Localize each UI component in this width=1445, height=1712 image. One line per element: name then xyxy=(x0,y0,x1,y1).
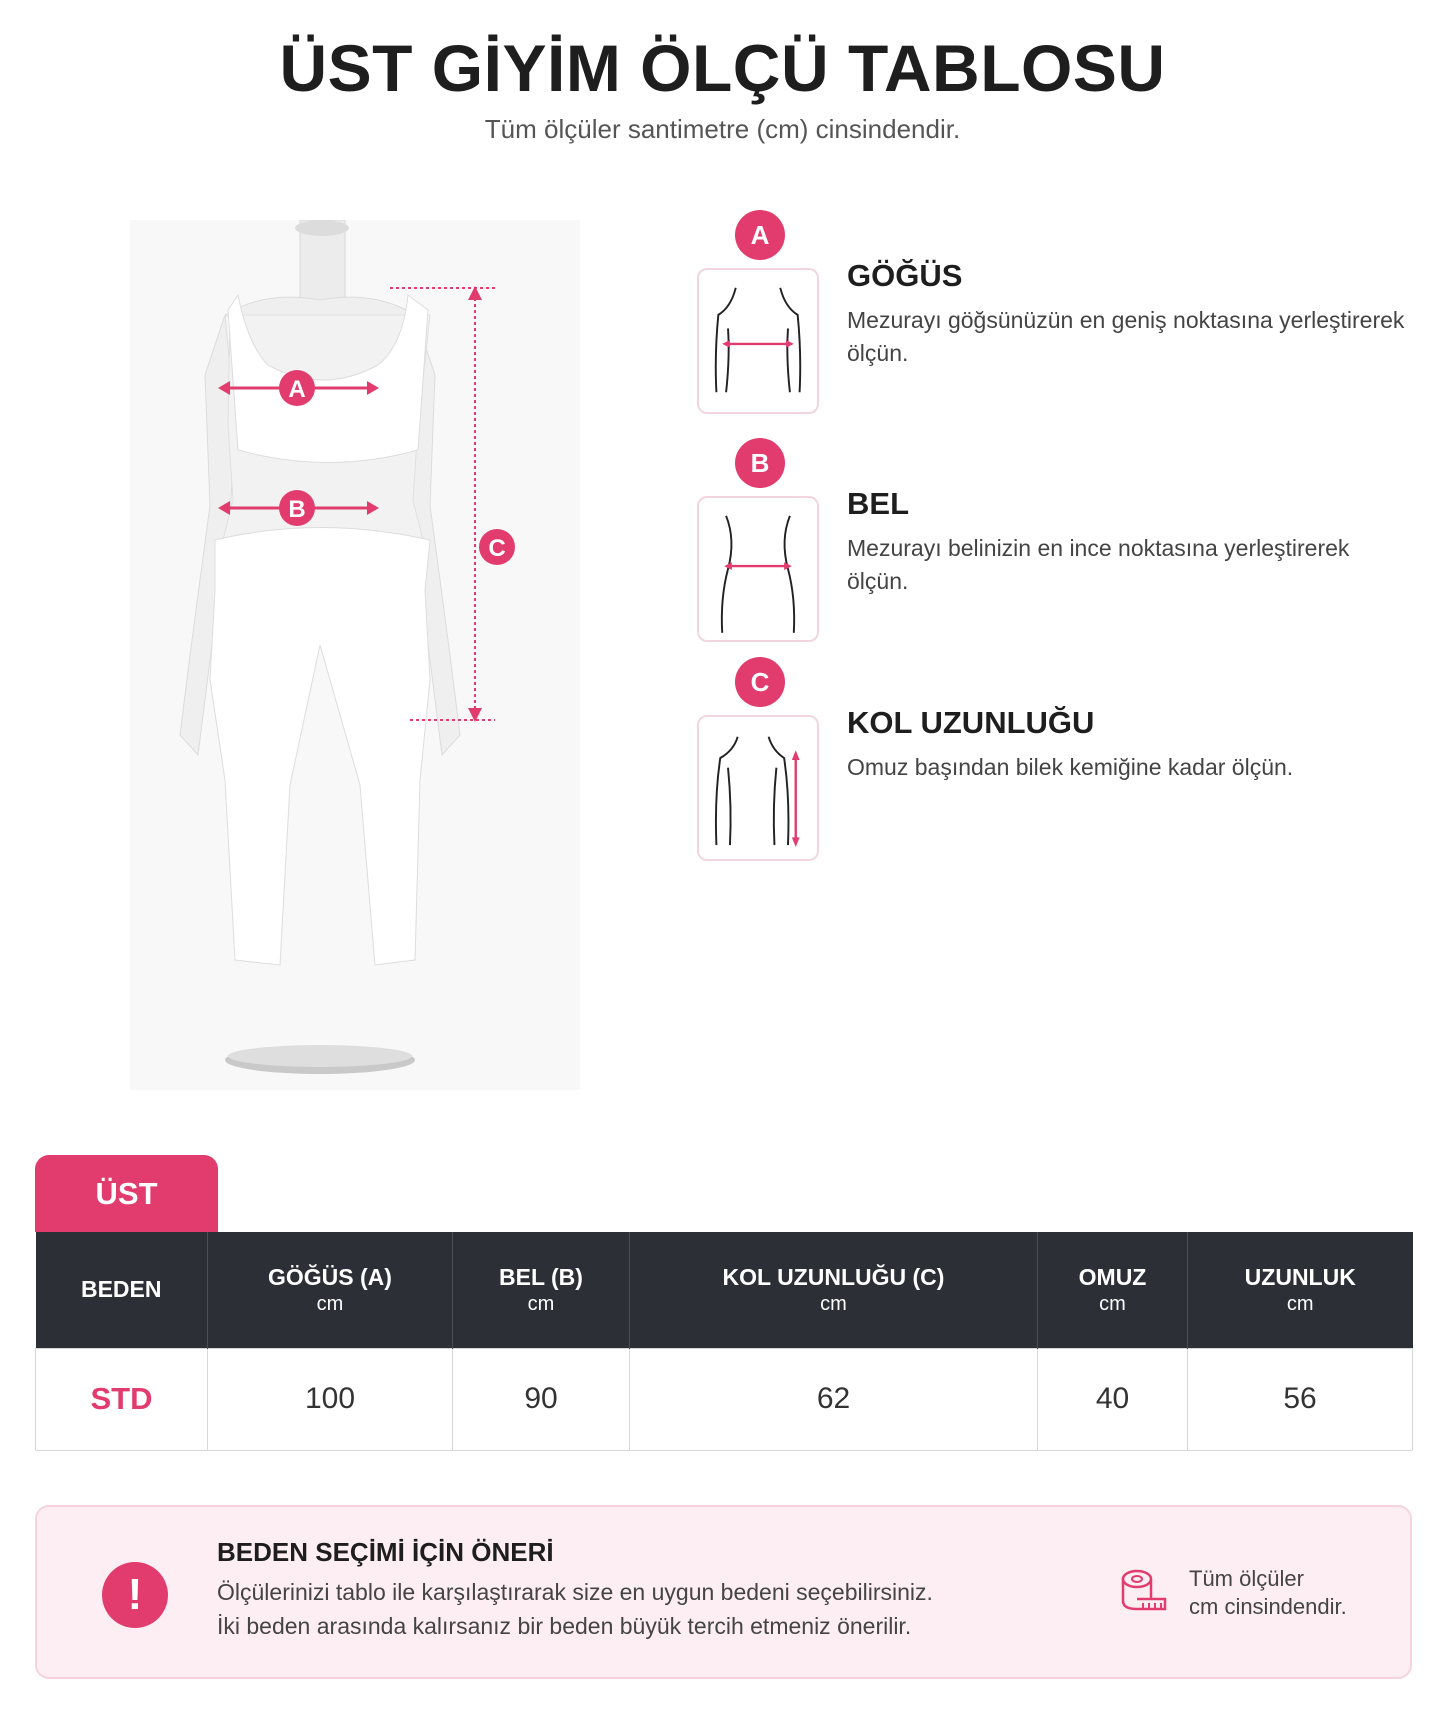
badge-a: A xyxy=(735,210,785,260)
table-row xyxy=(36,1348,1413,1450)
cell-shoulder: 40 xyxy=(1038,1348,1188,1450)
measurement-chest-desc: Mezurayı göğsünüzün en geniş noktasına yerleştirerek ölçün. xyxy=(847,307,1405,366)
cell-size: STD xyxy=(36,1348,208,1450)
recommendation-line-1: Ölçülerinizi tablo ile karşılaştırarak size en uygun bedeni seçebilirsiniz. xyxy=(217,1579,933,1605)
measuring-tape-icon xyxy=(1117,1565,1169,1617)
waist-diagram-icon xyxy=(697,496,819,642)
column-header-chest: GÖĞÜS (A) cm xyxy=(208,1232,453,1348)
column-header-shoulder: OMUZ cm xyxy=(1038,1232,1188,1348)
marker-c-label: C xyxy=(488,535,506,562)
tab-ust[interactable]: ÜST xyxy=(35,1155,218,1232)
cell-length: 56 xyxy=(1188,1348,1413,1450)
size-recommendation-box xyxy=(35,1505,1412,1679)
chest-diagram-icon xyxy=(697,268,819,414)
measurement-arm-desc: Omuz başından bilek kemiğine kadar ölçün. xyxy=(847,754,1294,780)
mannequin-figure xyxy=(130,220,580,1090)
measurement-chest xyxy=(695,210,1405,430)
measurement-chest-title: GÖĞÜS xyxy=(847,258,963,293)
measurement-arm xyxy=(695,657,1395,877)
marker-b-label: B xyxy=(288,496,306,523)
page-subtitle: Tüm ölçüler santimetre (cm) cinsindendir. xyxy=(484,114,961,144)
measurement-arm-title: KOL UZUNLUĞU xyxy=(847,705,1095,740)
measurement-waist xyxy=(695,438,1395,658)
page-title: ÜST GİYİM ÖLÇÜ TABLOSU xyxy=(279,31,1166,105)
column-header-waist: BEL (B) cm xyxy=(453,1232,630,1348)
cell-waist: 90 xyxy=(453,1348,630,1450)
mannequin-illustration xyxy=(130,220,580,1090)
badge-b: B xyxy=(735,438,785,488)
recommendation-title: BEDEN SEÇİMİ İÇİN ÖNERİ xyxy=(217,1537,554,1567)
measurement-waist-desc: Mezurayı belinizin en ince noktasına yerleştirerek ölçün. xyxy=(847,535,1350,594)
units-note xyxy=(1189,1565,1347,1621)
table-header-row xyxy=(36,1232,1413,1348)
size-table xyxy=(35,1232,1413,1451)
column-header-length: UZUNLUK cm xyxy=(1188,1232,1413,1348)
arm-diagram-icon xyxy=(697,715,819,861)
exclamation-icon: ! xyxy=(102,1562,168,1628)
measurement-waist-title: BEL xyxy=(847,486,909,521)
column-header-size: BEDEN xyxy=(36,1232,208,1348)
recommendation-line-2: İki beden arasında kalırsanız bir beden büyük tercih etmeniz önerilir. xyxy=(217,1613,912,1639)
units-note-line-2: cm cinsindendir. xyxy=(1189,1594,1347,1619)
cell-chest: 100 xyxy=(208,1348,453,1450)
marker-a-label: A xyxy=(288,376,306,403)
badge-c: C xyxy=(735,657,785,707)
cell-arm-length: 62 xyxy=(630,1348,1038,1450)
units-note-line-1: Tüm ölçüler xyxy=(1189,1566,1304,1591)
column-header-arm-length: KOL UZUNLUĞU (C) cm xyxy=(630,1232,1038,1348)
